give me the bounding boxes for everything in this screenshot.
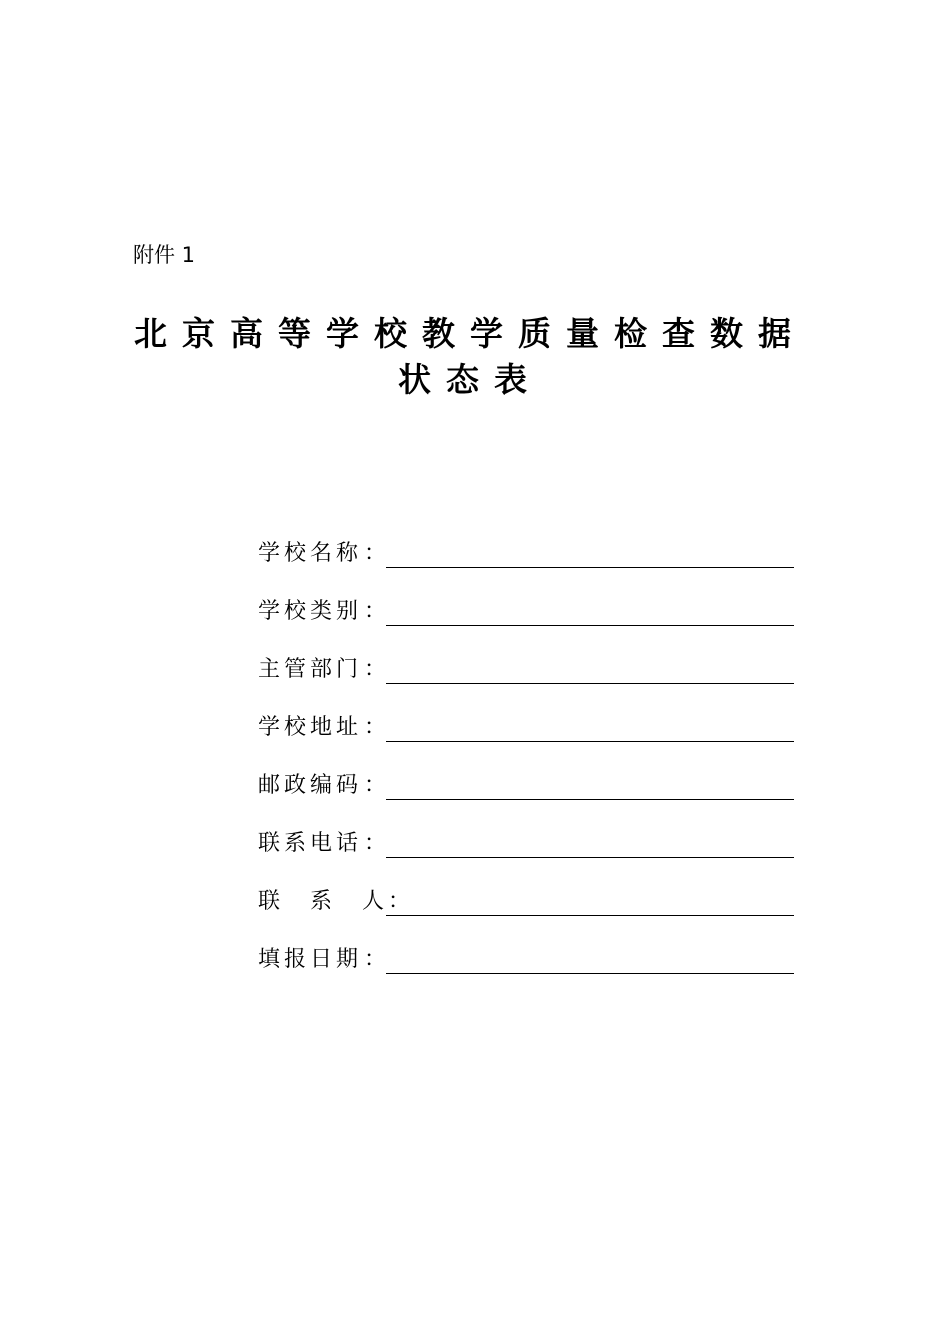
form-row-contact-person: [258, 884, 798, 942]
field-colon: ：: [363, 715, 386, 740]
school-name-blank-line[interactable]: [386, 567, 794, 568]
field-label-contact-phone: 联系电话: [258, 831, 363, 856]
form-label: [258, 710, 386, 746]
field-colon: ：: [363, 773, 386, 798]
form-row-supervising-dept: [258, 652, 798, 710]
field-colon: ：: [363, 541, 386, 566]
form-label: [258, 942, 386, 978]
field-colon: ：: [363, 831, 386, 856]
form-row-school-category: [258, 594, 798, 652]
field-label-contact-person: 联 系 人: [258, 889, 389, 914]
form-row-school-name: [258, 536, 798, 594]
form-row-fill-date: [258, 942, 798, 1000]
form-label: [258, 884, 411, 920]
field-colon: ：: [388, 889, 411, 914]
field-colon: ：: [363, 599, 386, 624]
field-label-school-category: 学校类别: [258, 599, 363, 624]
form-label: [258, 826, 386, 862]
field-label-fill-date: 填报日期: [258, 947, 363, 972]
form-label: [258, 768, 386, 804]
postal-code-blank-line[interactable]: [386, 799, 794, 800]
school-category-blank-line[interactable]: [386, 625, 794, 626]
field-label-school-name: 学校名称: [258, 541, 363, 566]
supervising-dept-blank-line[interactable]: [386, 683, 794, 684]
field-label-school-address: 学校地址: [258, 715, 363, 740]
info-form: [258, 536, 798, 1000]
field-colon: ：: [363, 657, 386, 682]
form-label: [258, 536, 386, 572]
field-label-postal-code: 邮政编码: [258, 773, 363, 798]
field-colon: ：: [363, 947, 386, 972]
document-title-line-2: 状态表: [398, 360, 542, 399]
contact-phone-blank-line[interactable]: [386, 857, 794, 858]
form-row-contact-phone: [258, 826, 798, 884]
fill-date-blank-line[interactable]: [386, 973, 794, 974]
document-title-line-1: 北京高等学校教学质量检查数据: [134, 314, 806, 353]
form-row-postal-code: [258, 768, 798, 826]
attachment-label: 附件 1: [133, 243, 196, 267]
contact-person-blank-line[interactable]: [386, 915, 794, 916]
form-label: [258, 594, 386, 630]
form-label: [258, 652, 386, 688]
field-label-supervising-dept: 主管部门: [258, 657, 363, 682]
school-address-blank-line[interactable]: [386, 741, 794, 742]
form-row-school-address: [258, 710, 798, 768]
